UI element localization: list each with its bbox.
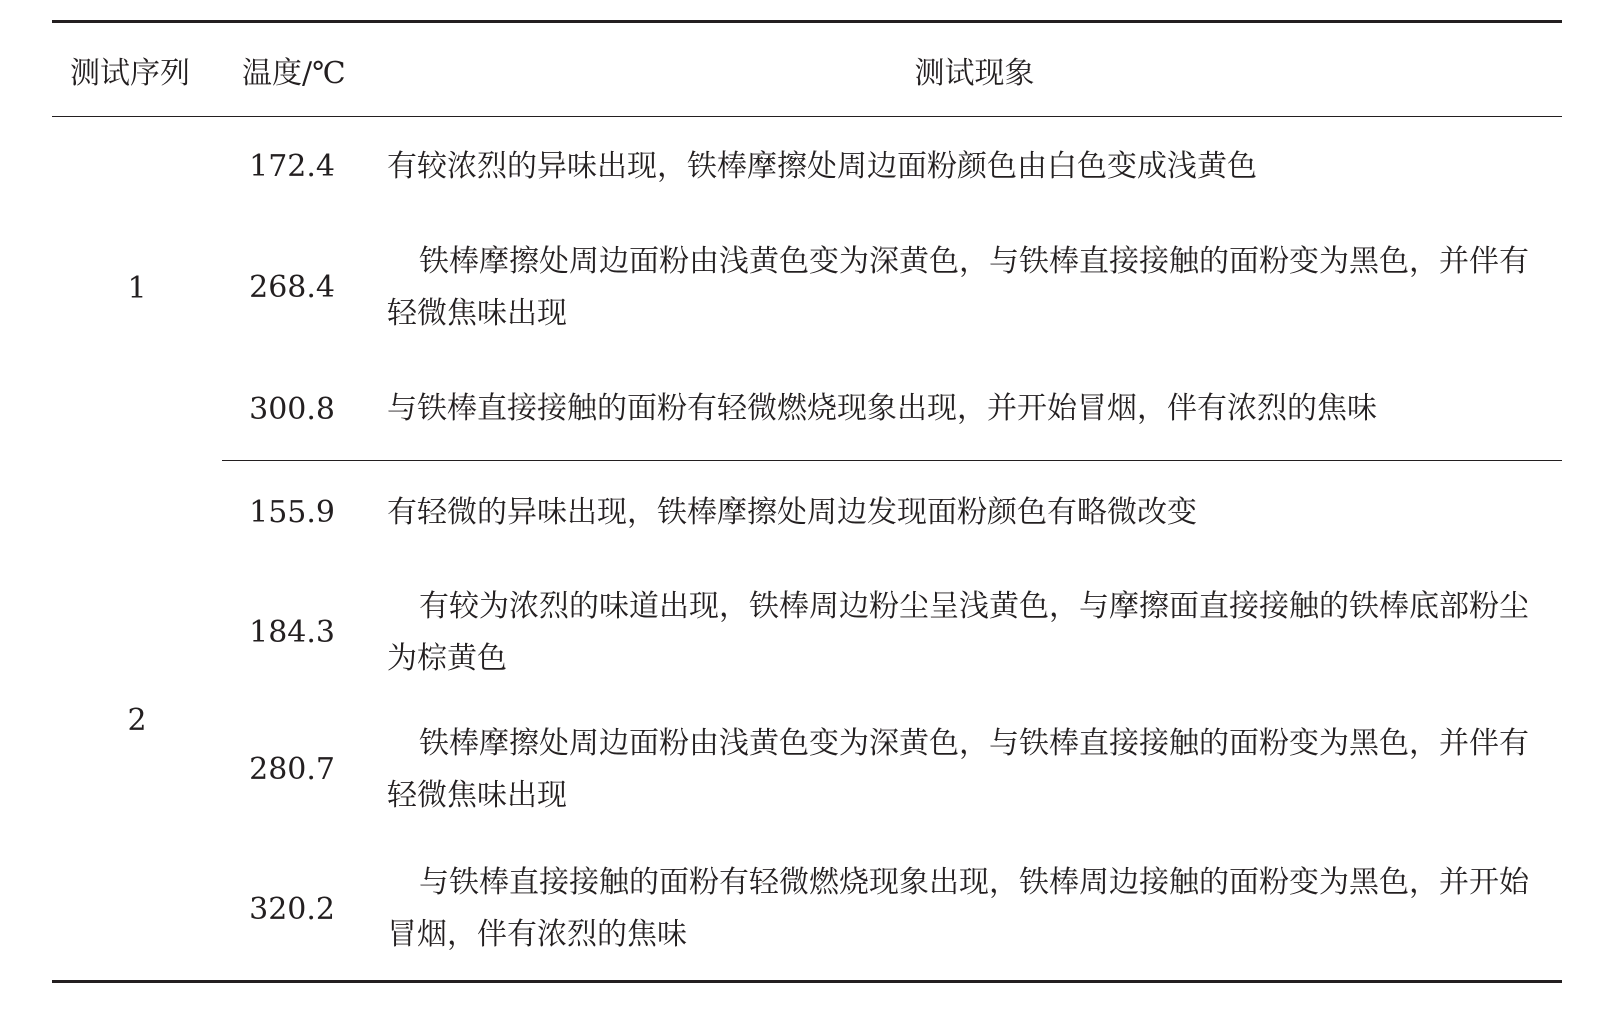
test-results-table [52, 20, 1562, 983]
temperature-cell: 184.3 [249, 615, 335, 650]
header-phenomenon: 测试现象 [387, 22, 1562, 117]
header-sequence: 测试序列 [52, 22, 222, 117]
temperature-cell: 300.8 [222, 359, 387, 461]
temperature-cell: 268.4 [249, 270, 335, 305]
sequence-cell-group-2: 2 [52, 461, 222, 982]
phenomenon-cell: 铁棒摩擦处周边面粉由浅黄色变为深黄色，与铁棒直接接触的面粉变为黑色，并伴有轻微焦味出现 [387, 243, 1529, 331]
temperature-cell: 280.7 [249, 752, 335, 787]
temperature-cell: 172.4 [249, 149, 335, 185]
table-row [52, 839, 1562, 982]
temperature-cell: 320.2 [222, 839, 387, 982]
phenomenon-cell: 与铁棒直接接触的面粉有轻微燃烧现象出现，铁棒周边接触的面粉变为黑色，并开始冒烟，伴有浓烈的焦味 [387, 839, 1562, 982]
table-body [52, 117, 1562, 982]
table-row [52, 461, 1562, 565]
table-row [52, 701, 1562, 839]
table-header [52, 22, 1562, 117]
header-row [52, 22, 1562, 117]
phenomenon-cell: 有轻微的异味出现，铁棒摩擦处周边发现面粉颜色有略微改变 [387, 494, 1197, 530]
phenomenon-cell: 有较为浓烈的味道出现，铁棒周边粉尘呈浅黄色，与摩擦面直接接触的铁棒底部粉尘为棕黄色 [387, 588, 1529, 676]
table-row [52, 117, 1562, 217]
header-temperature: 温度/℃ [222, 22, 387, 117]
sequence-cell-group-1: 1 [127, 271, 147, 307]
results-table-container [52, 20, 1562, 983]
table-row [52, 565, 1562, 701]
table-row [52, 217, 1562, 359]
phenomenon-cell: 与铁棒直接接触的面粉有轻微燃烧现象出现，并开始冒烟，伴有浓烈的焦味 [387, 359, 1562, 461]
temperature-cell: 155.9 [249, 495, 335, 531]
table-row [52, 359, 1562, 461]
phenomenon-cell: 有较浓烈的异味出现，铁棒摩擦处周边面粉颜色由白色变成浅黄色 [387, 148, 1257, 184]
phenomenon-cell: 铁棒摩擦处周边面粉由浅黄色变为深黄色，与铁棒直接接触的面粉变为黑色，并伴有轻微焦味出现 [387, 725, 1529, 813]
